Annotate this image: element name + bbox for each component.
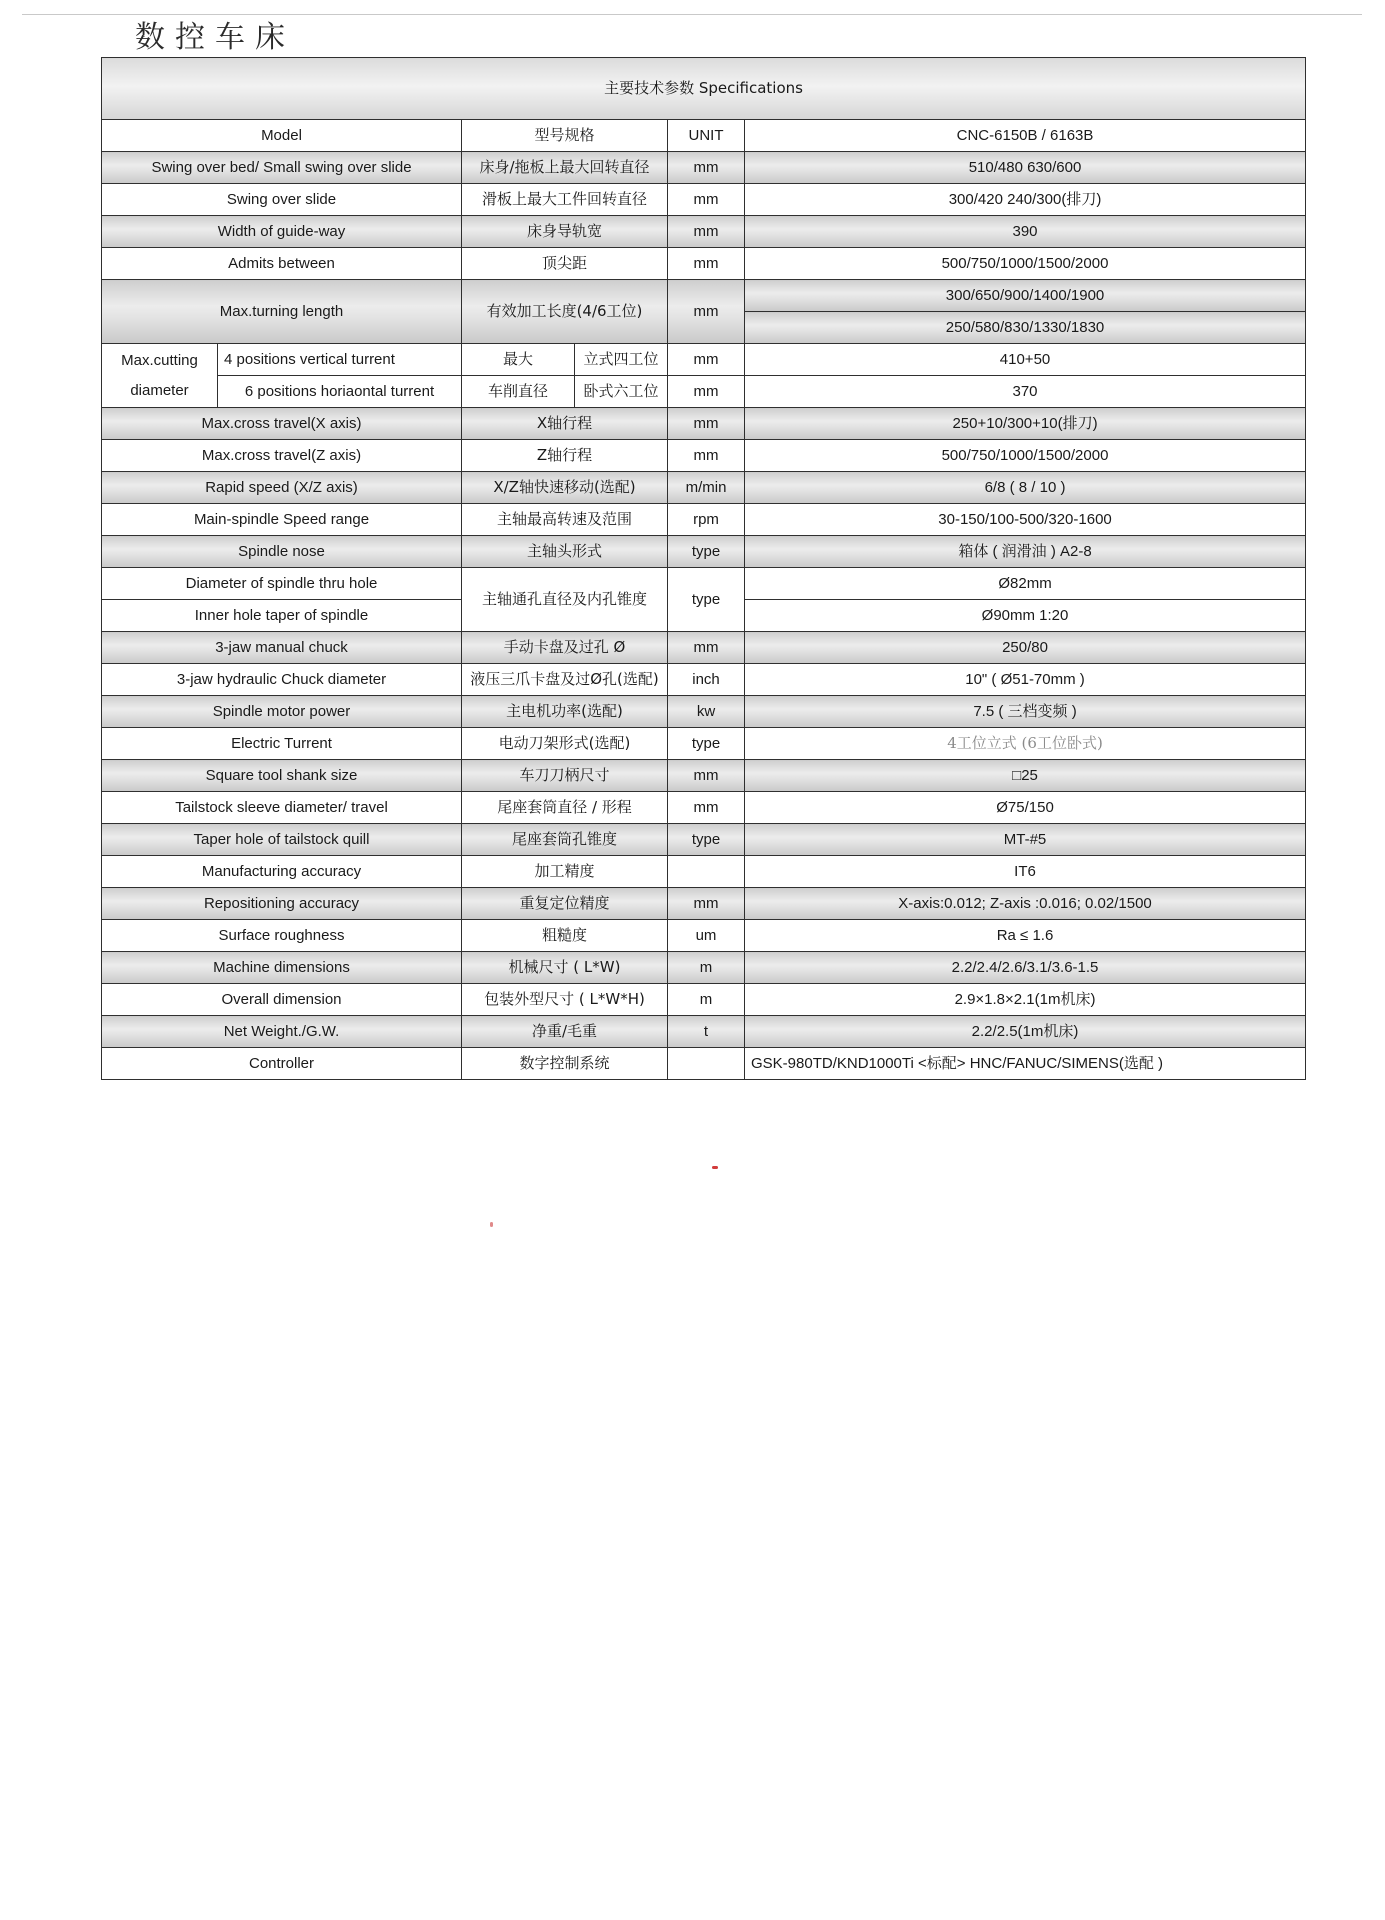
row-unit: m [668, 984, 745, 1016]
row-label: Machine dimensions [102, 952, 462, 984]
column-header-value: CNC-6150B / 6163B [745, 120, 1306, 152]
document-title: 数控车床 [135, 20, 295, 55]
row-label-cn: 手动卡盘及过孔 Ø [462, 632, 668, 664]
table-row [102, 760, 1306, 792]
row-value: 250+10/300+10(排刀) [745, 408, 1306, 440]
row-label: Spindle motor power [102, 696, 462, 728]
row-label-cn: 主电机功率(选配) [462, 696, 668, 728]
table-header: 主要技术参数 Specifications [102, 58, 1306, 120]
table-row [102, 856, 1306, 888]
row-label-cn: 机械尺寸 ( L*W) [462, 952, 668, 984]
row-unit: mm [668, 408, 745, 440]
row-label: Net Weight./G.W. [102, 1016, 462, 1048]
row-label-cn: 床身导轨宽 [462, 216, 668, 248]
row-label: Controller [102, 1048, 462, 1080]
row-label-cn: Z轴行程 [462, 440, 668, 472]
row-value: 390 [745, 216, 1306, 248]
row-value: 410+50 [745, 344, 1306, 376]
row-label-cn: 数字控制系统 [462, 1048, 668, 1080]
row-label: Overall dimension [102, 984, 462, 1016]
column-header-cn: 型号规格 [462, 120, 668, 152]
row-unit: mm [668, 344, 745, 376]
row-label-cn: 尾座套筒孔锥度 [462, 824, 668, 856]
row-label: Max.cross travel(X axis) [102, 408, 462, 440]
row-value: □25 [745, 760, 1306, 792]
row-label-cn: 尾座套筒直径 / 形程 [462, 792, 668, 824]
table-row [102, 248, 1306, 280]
row-label: Width of guide-way [102, 216, 462, 248]
table-row [102, 632, 1306, 664]
table-row [102, 984, 1306, 1016]
row-label: Tailstock sleeve diameter/ travel [102, 792, 462, 824]
row-unit: mm [668, 184, 745, 216]
row-label-cn: X/Z轴快速移动(选配) [462, 472, 668, 504]
row-unit: mm [668, 248, 745, 280]
row-unit: mm [668, 216, 745, 248]
table-row [102, 216, 1306, 248]
row-label-cn: 主轴头形式 [462, 536, 668, 568]
row-label [102, 344, 218, 408]
row-label: Taper hole of tailstock quill [102, 824, 462, 856]
table-row [102, 504, 1306, 536]
row-value: 2.9×1.8×2.1(1m机床) [745, 984, 1306, 1016]
row-label: Spindle nose [102, 536, 462, 568]
row-unit: rpm [668, 504, 745, 536]
row-value: IT6 [745, 856, 1306, 888]
row-label: Diameter of spindle thru hole [102, 568, 462, 600]
row-label-cn: 加工精度 [462, 856, 668, 888]
row-label: Max.cross travel(Z axis) [102, 440, 462, 472]
table-row [102, 952, 1306, 984]
table-row [102, 280, 1306, 312]
table-row [102, 344, 1306, 376]
row-label-cn: 顶尖距 [462, 248, 668, 280]
table-row [102, 376, 1306, 408]
row-value: Ra ≤ 1.6 [745, 920, 1306, 952]
row-sublabel-cn: 卧式六工位 [575, 376, 668, 408]
table-row [102, 920, 1306, 952]
row-unit: mm [668, 760, 745, 792]
row-value: 7.5 ( 三档变频 ) [745, 696, 1306, 728]
table-row [102, 696, 1306, 728]
row-sublabel-cn: 立式四工位 [575, 344, 668, 376]
table-row [102, 184, 1306, 216]
table-row [102, 1048, 1306, 1080]
row-value: 500/750/1000/1500/2000 [745, 440, 1306, 472]
row-unit: inch [668, 664, 745, 696]
row-label-cn: 车削直径 [462, 376, 575, 408]
row-unit: um [668, 920, 745, 952]
row-label-cn: 最大 [462, 344, 575, 376]
row-value: 箱体 ( 润滑油 ) A2-8 [745, 536, 1306, 568]
row-label: Repositioning accuracy [102, 888, 462, 920]
row-label: Admits between [102, 248, 462, 280]
row-unit: kw [668, 696, 745, 728]
row-label-cn: 粗糙度 [462, 920, 668, 952]
row-label: Max.turning length [102, 280, 462, 344]
row-unit: mm [668, 632, 745, 664]
row-value: 250/80 [745, 632, 1306, 664]
table-row [102, 440, 1306, 472]
row-value: Ø90mm 1:20 [745, 600, 1306, 632]
row-value: MT-#5 [745, 824, 1306, 856]
row-unit: type [668, 536, 745, 568]
row-value: 250/580/830/1330/1830 [745, 312, 1306, 344]
column-header-unit: UNIT [668, 120, 745, 152]
row-label: Electric Turrent [102, 728, 462, 760]
row-label: Square tool shank size [102, 760, 462, 792]
table-row [102, 888, 1306, 920]
row-label: 3-jaw manual chuck [102, 632, 462, 664]
row-value: 300/420 240/300(排刀) [745, 184, 1306, 216]
row-unit: t [668, 1016, 745, 1048]
row-unit: type [668, 824, 745, 856]
cutting-label-line1: Max.cutting [121, 352, 198, 370]
table-row [102, 728, 1306, 760]
row-label-cn: X轴行程 [462, 408, 668, 440]
row-label: Swing over bed/ Small swing over slide [102, 152, 462, 184]
cutting-label-line2: diameter [130, 381, 189, 399]
row-label: Surface roughness [102, 920, 462, 952]
table-row [102, 664, 1306, 696]
row-label-cn: 滑板上最大工件回转直径 [462, 184, 668, 216]
row-label: Swing over slide [102, 184, 462, 216]
row-unit: type [668, 568, 745, 632]
row-unit: mm [668, 152, 745, 184]
row-sublabel: 4 positions vertical turrent [218, 344, 462, 376]
table-row [102, 792, 1306, 824]
table-row [102, 152, 1306, 184]
row-unit [668, 856, 745, 888]
row-unit: type [668, 728, 745, 760]
row-label-cn: 包装外型尺寸 ( L*W*H) [462, 984, 668, 1016]
row-value: 2.2/2.5(1m机床) [745, 1016, 1306, 1048]
table-row [102, 472, 1306, 504]
row-label-cn: 重复定位精度 [462, 888, 668, 920]
row-unit: m/min [668, 472, 745, 504]
row-unit: mm [668, 280, 745, 344]
table-row [102, 824, 1306, 856]
column-header-model: Model [102, 120, 462, 152]
table-row [102, 536, 1306, 568]
row-label-cn: 床身/拖板上最大回转直径 [462, 152, 668, 184]
row-label: Inner hole taper of spindle [102, 600, 462, 632]
row-label: 3-jaw hydraulic Chuck diameter [102, 664, 462, 696]
row-sublabel: 6 positions horiaontal turrent [218, 376, 462, 408]
row-unit: mm [668, 792, 745, 824]
row-value: 6/8 ( 8 / 10 ) [745, 472, 1306, 504]
row-value: X-axis:0.012; Z-axis :0.016; 0.02/1500 [745, 888, 1306, 920]
table-row [102, 568, 1306, 600]
row-label-cn: 主轴最高转速及范围 [462, 504, 668, 536]
row-label-cn: 液压三爪卡盘及过Ø孔(选配) [462, 664, 668, 696]
row-value: 500/750/1000/1500/2000 [745, 248, 1306, 280]
row-label: Main-spindle Speed range [102, 504, 462, 536]
row-unit: m [668, 952, 745, 984]
row-label: Manufacturing accuracy [102, 856, 462, 888]
table-row [102, 120, 1306, 152]
scan-speck [712, 1166, 718, 1169]
row-label-cn: 净重/毛重 [462, 1016, 668, 1048]
scan-speck [490, 1222, 493, 1227]
row-value: 510/480 630/600 [745, 152, 1306, 184]
row-unit: mm [668, 376, 745, 408]
row-unit: mm [668, 440, 745, 472]
row-unit: mm [668, 888, 745, 920]
row-value: GSK-980TD/KND1000Ti <标配> HNC/FANUC/SIMENS(选配 ) [745, 1048, 1306, 1080]
table-row [102, 1016, 1306, 1048]
row-value: 2.2/2.4/2.6/3.1/3.6-1.5 [745, 952, 1306, 984]
row-value: Ø82mm [745, 568, 1306, 600]
row-value: 30-150/100-500/320-1600 [745, 504, 1306, 536]
row-unit [668, 1048, 745, 1080]
row-label: Rapid speed (X/Z axis) [102, 472, 462, 504]
row-label-cn: 有效加工长度(4/6工位) [462, 280, 668, 344]
row-label-cn: 电动刀架形式(选配) [462, 728, 668, 760]
specifications-table [101, 57, 1306, 1080]
row-value: 370 [745, 376, 1306, 408]
row-label-cn: 车刀刀柄尺寸 [462, 760, 668, 792]
row-value: 10" ( Ø51-70mm ) [745, 664, 1306, 696]
row-value: 4工位立式 (6工位卧式) [745, 728, 1306, 760]
row-value: Ø75/150 [745, 792, 1306, 824]
row-label-cn: 主轴通孔直径及内孔锥度 [462, 568, 668, 632]
row-value: 300/650/900/1400/1900 [745, 280, 1306, 312]
table-row [102, 408, 1306, 440]
